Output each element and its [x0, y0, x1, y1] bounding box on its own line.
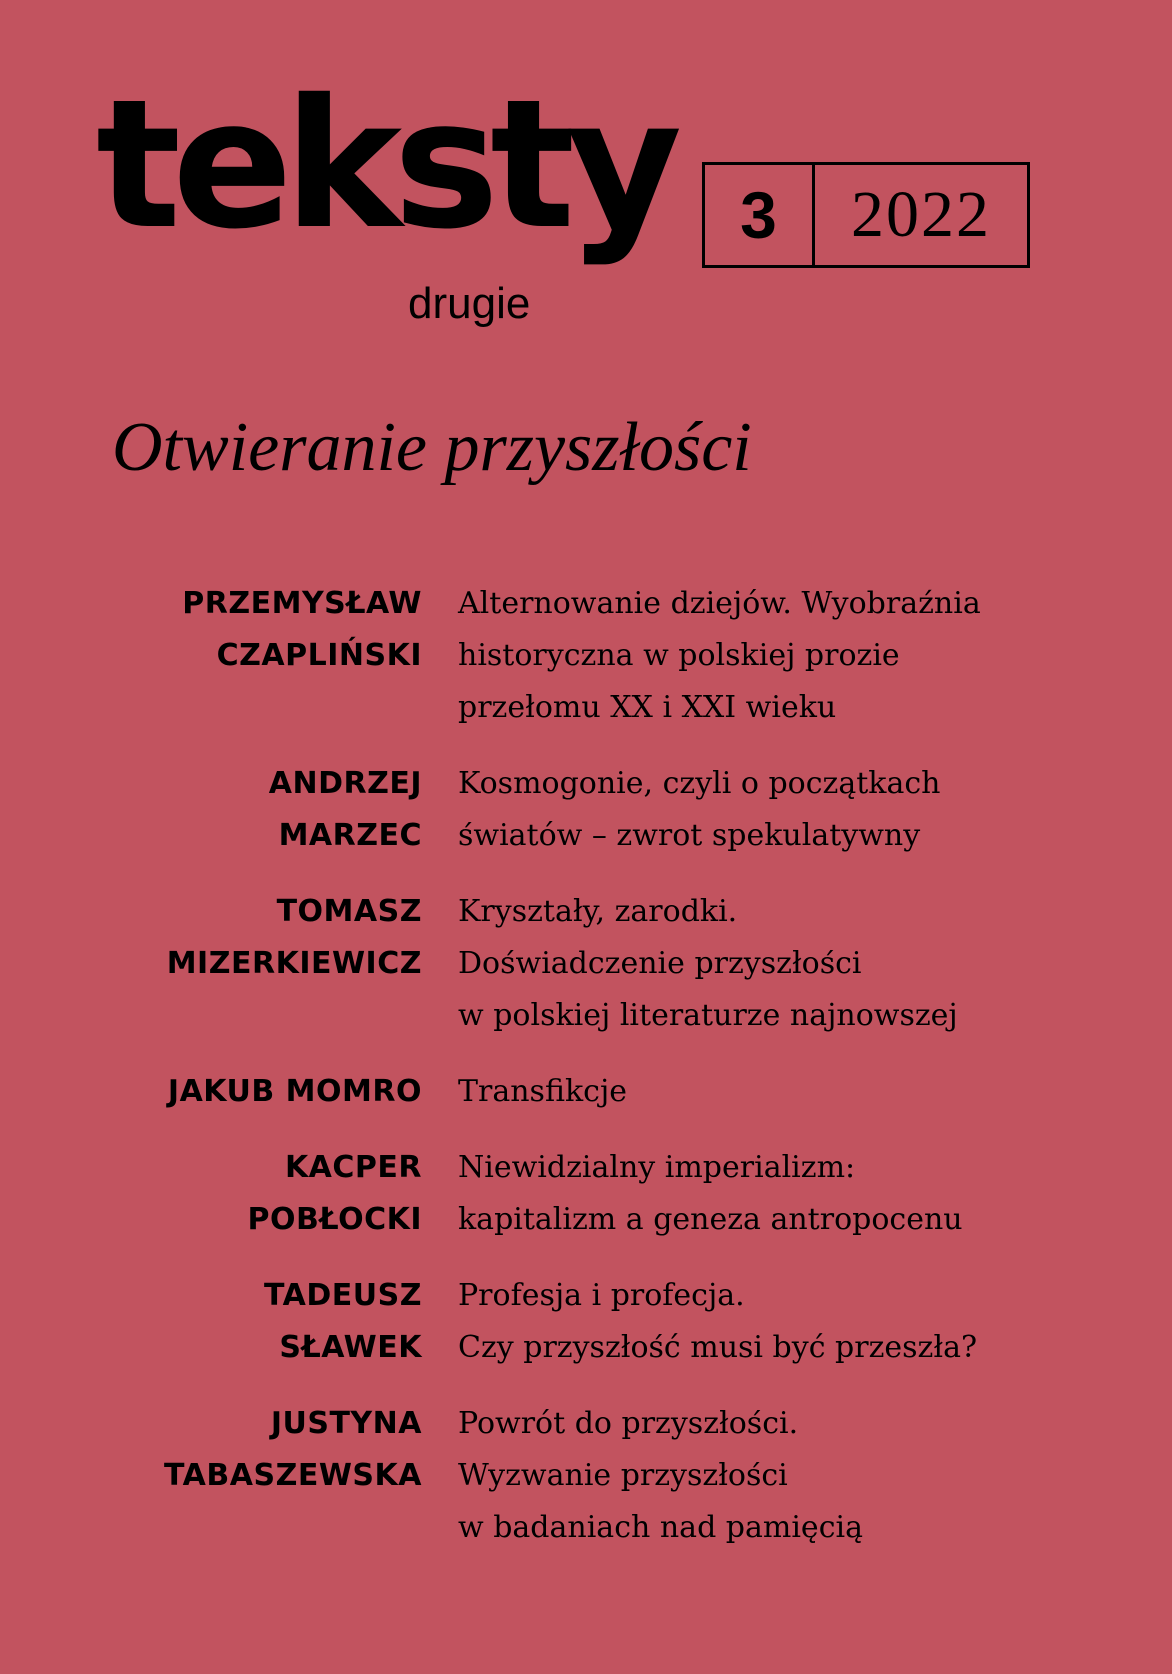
author-line: CZAPLIŃSKI: [216, 638, 422, 673]
author-line: TADEUSZ: [264, 1278, 422, 1313]
author-line: ANDRZEJ: [268, 766, 422, 801]
title-line: Kosmogonie, czyli o początkach: [458, 766, 941, 801]
toc-title: [458, 1066, 627, 1118]
table-of-contents: [100, 578, 1100, 1578]
toc-entry: [100, 1142, 1100, 1246]
author-line: SŁAWEK: [279, 1330, 422, 1365]
title-line: Kryształy, zarodki.: [458, 894, 738, 929]
title-line: Transfikcje: [458, 1074, 627, 1109]
toc-title: [458, 886, 958, 1042]
author-line: POBŁOCKI: [247, 1202, 422, 1237]
title-line: Alternowanie dziejów. Wyobraźnia: [458, 586, 981, 621]
toc-author: [100, 1066, 422, 1118]
toc-entry: [100, 1270, 1100, 1374]
author-line: PRZEMYSŁAW: [182, 586, 422, 621]
issue-number: 3: [705, 165, 815, 265]
title-line: Czy przyszłość musi być przeszła?: [458, 1330, 978, 1365]
title-line: Niewidzialny imperializm:: [458, 1150, 856, 1185]
author-line: MIZERKIEWICZ: [166, 946, 422, 981]
toc-entry: [100, 886, 1100, 1042]
title-line: światów – zwrot spekulatywny: [458, 818, 921, 853]
journal-logo: [96, 61, 676, 346]
issue-year: 2022: [851, 178, 991, 251]
toc-author: [100, 578, 422, 734]
title-line: Profesja i profecja.: [458, 1278, 745, 1313]
title-line: Powrót do przyszłości.: [458, 1406, 799, 1441]
author-line: MARZEC: [278, 818, 422, 853]
author-line: KACPER: [284, 1150, 422, 1185]
logo-title: teksty: [96, 61, 674, 268]
toc-author: [100, 1398, 422, 1554]
toc-author: [100, 1142, 422, 1246]
toc-entry: [100, 1398, 1100, 1554]
toc-title: [458, 1142, 963, 1246]
title-line: kapitalizm a geneza antropocenu: [458, 1202, 963, 1237]
author-line: TABASZEWSKA: [164, 1458, 422, 1493]
toc-entry: [100, 1066, 1100, 1118]
toc-title: [458, 578, 981, 734]
author-line: JUSTYNA: [270, 1406, 422, 1441]
toc-title: [458, 1398, 863, 1554]
title-line: Doświadczenie przyszłości: [458, 946, 862, 981]
toc-title: [458, 1270, 977, 1374]
toc-entry: [100, 578, 1100, 734]
title-line: w polskiej literaturze najnowszej: [458, 998, 958, 1033]
title-line: Wyzwanie przyszłości: [458, 1458, 788, 1493]
author-line: JAKUB MOMRO: [167, 1074, 422, 1109]
title-line: przełomu XX i XXI wieku: [458, 690, 837, 725]
toc-entry: [100, 758, 1100, 862]
author-line: TOMASZ: [276, 894, 422, 929]
issue-box: [702, 162, 1030, 268]
toc-title: [458, 758, 940, 862]
title-line: w badaniach nad pamięcią: [458, 1510, 863, 1545]
toc-author: [100, 1270, 422, 1374]
logo-subtitle: drugie: [408, 279, 531, 328]
toc-author: [100, 886, 422, 1042]
title-line: historyczna w polskiej prozie: [458, 638, 900, 673]
issue-theme: Otwieranie przyszłości: [112, 409, 752, 486]
toc-author: [100, 758, 422, 862]
